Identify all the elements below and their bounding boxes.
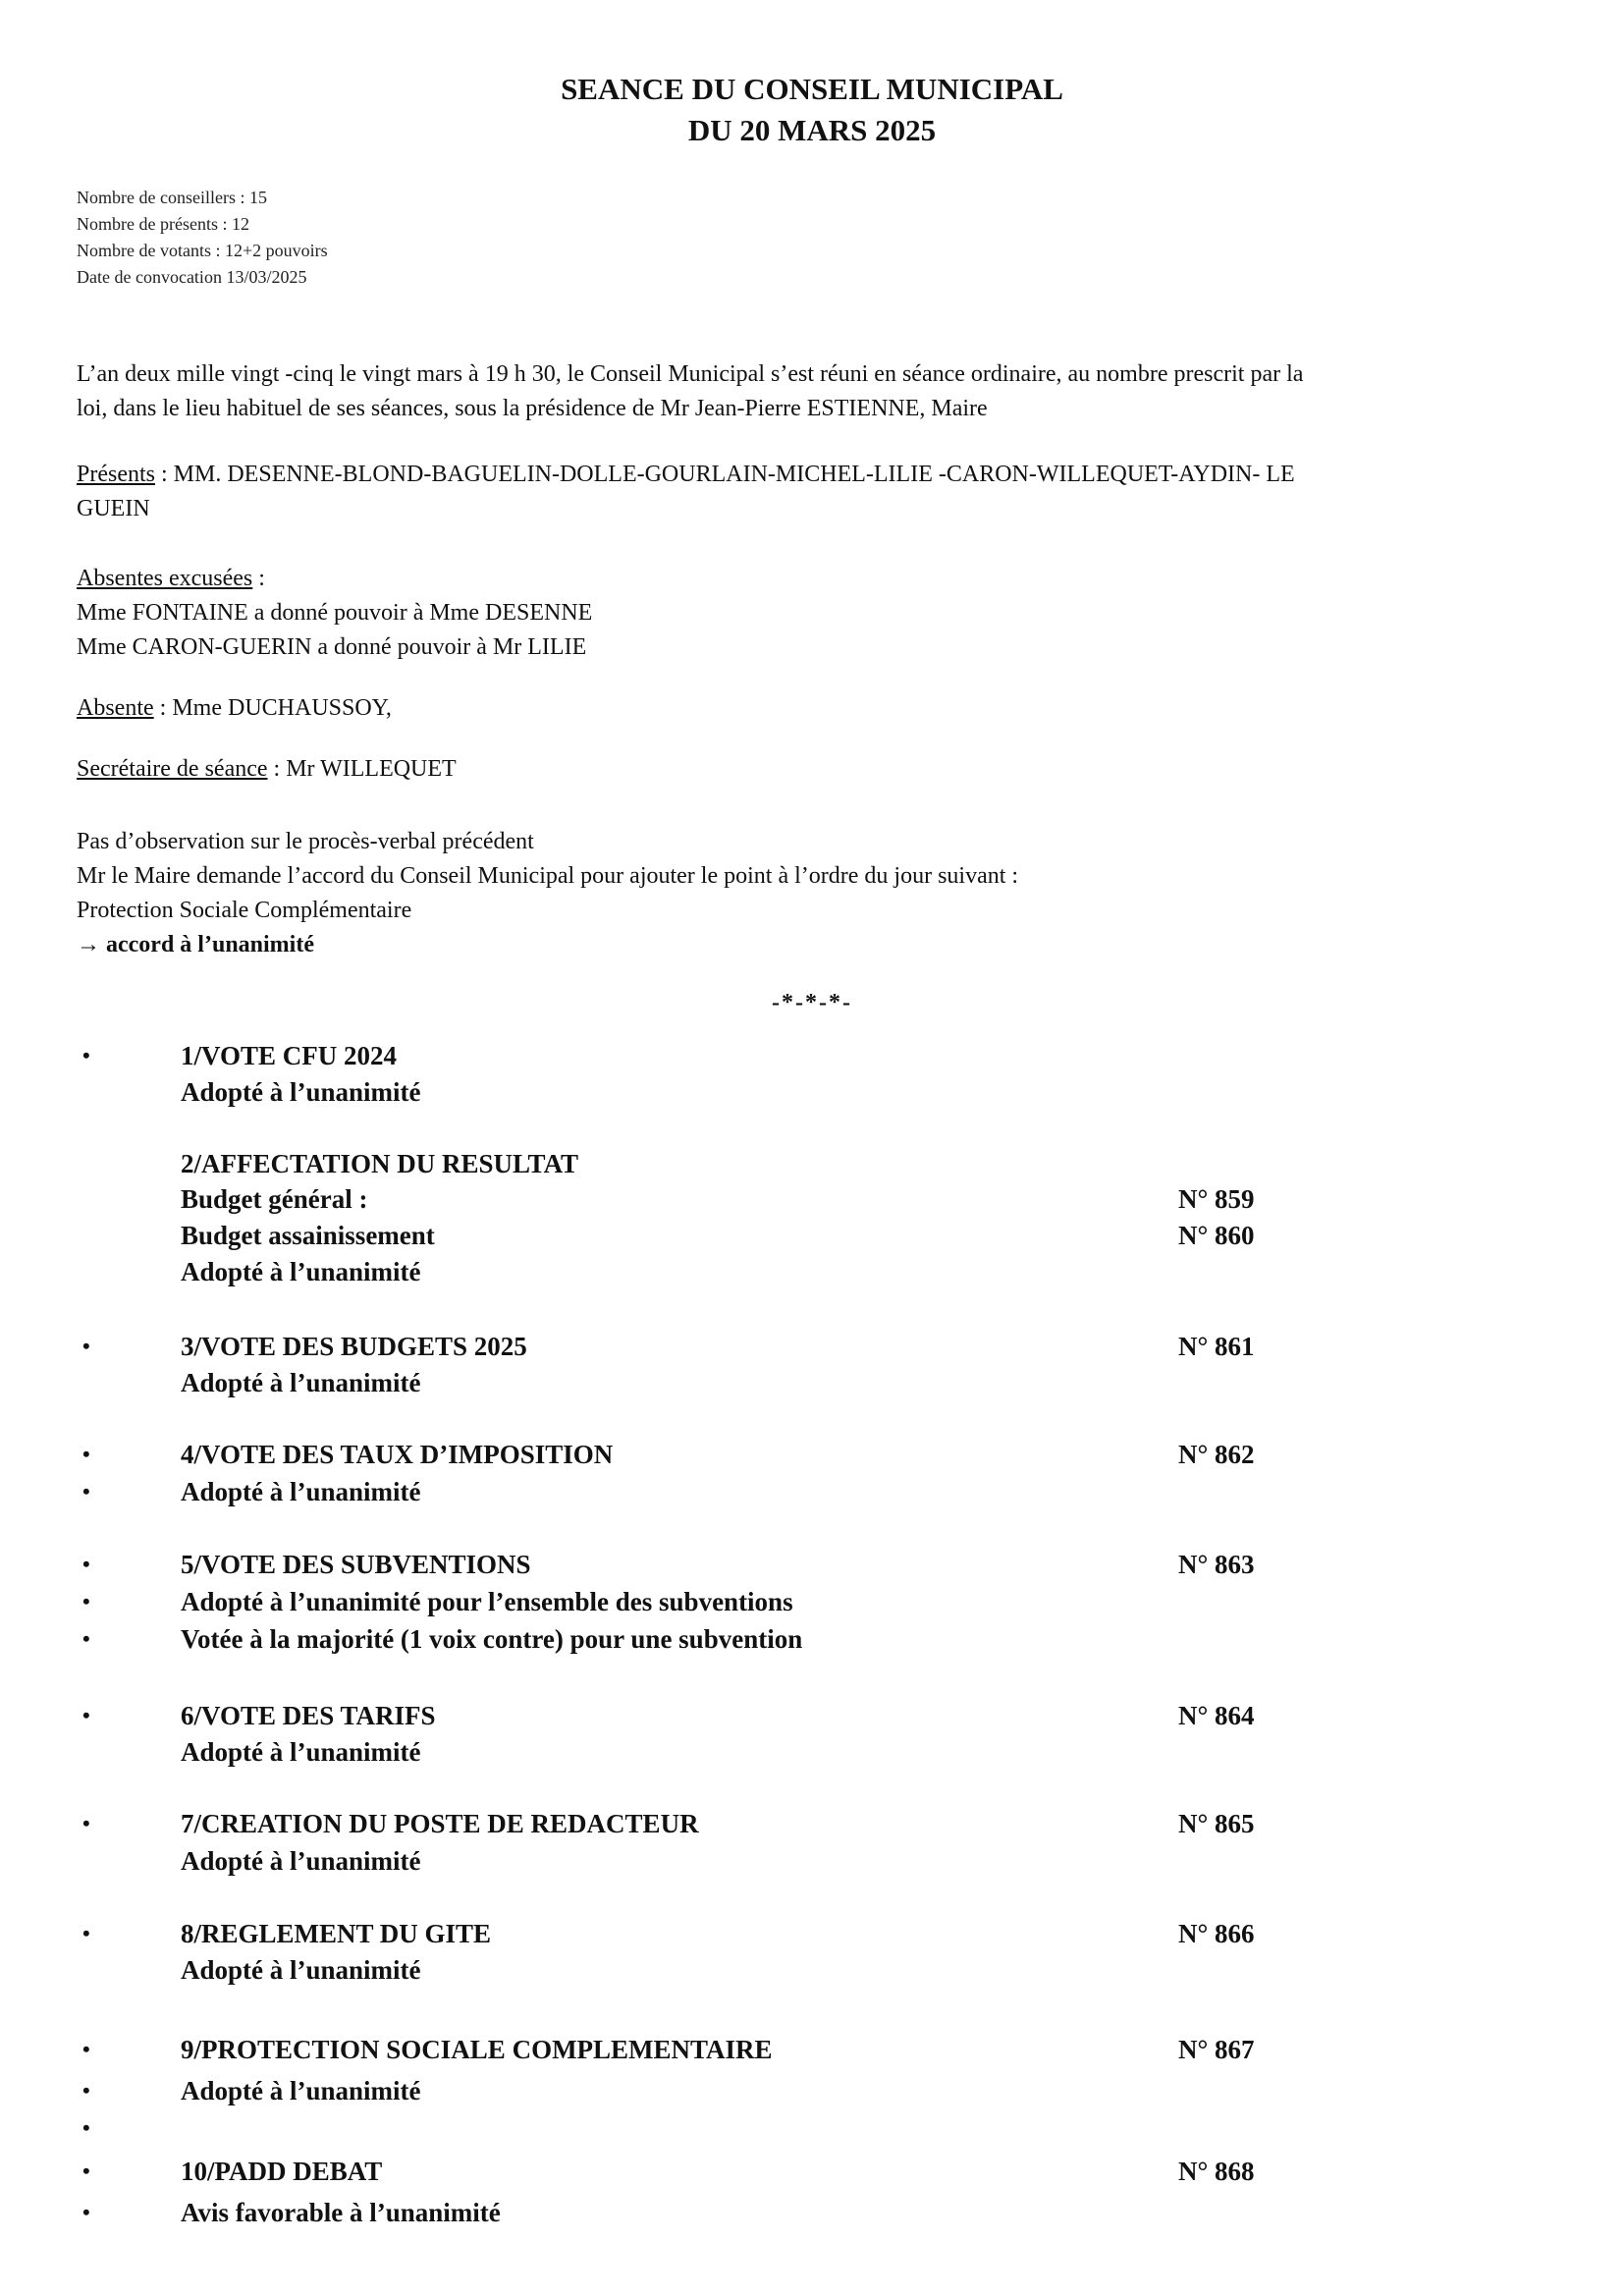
agenda-line: [0, 1364, 1624, 1401]
agenda-text: Adopté à l’unanimité: [181, 1955, 421, 1985]
deliberation-number: N° 864: [1178, 1701, 1255, 1730]
agenda-text: Adopté à l’unanimité: [181, 2076, 421, 2105]
stat-convocation: Date de convocation 13/03/2025: [77, 267, 307, 287]
observation-line: Mr le Maire demande l’accord du Conseil Municipal pour ajouter le point à l’ordre du jour suivant :: [77, 863, 1019, 889]
absente-section: [77, 691, 1569, 726]
agenda-line: [0, 2072, 1624, 2109]
secretaire-text: : Mr WILLEQUET: [267, 756, 457, 782]
presents-line: [77, 458, 1569, 492]
presents-names: : MM. DESENNE-BLOND-BAGUELIN-DOLLE-GOURLAIN-MICHEL-LILIE -CARON-WILLEQUET-AYDIN- LE: [155, 462, 1295, 487]
deliberation-number: N° 860: [1178, 1221, 1255, 1250]
agenda-line: [0, 1180, 1624, 1218]
deliberation-number: N° 866: [1178, 1919, 1255, 1948]
agenda-line: [0, 2031, 1624, 2068]
agenda-text: 10/PADD DEBAT: [181, 2157, 383, 2186]
presents-line: GUEIN: [77, 496, 150, 521]
agenda-line: [0, 1805, 1624, 1842]
agenda-text: Adopté à l’unanimité: [181, 1737, 421, 1767]
intro-line: L’an deux mille vingt -cinq le vingt mars à 19 h 30, le Conseil Municipal s’est réuni en séance ordinaire, au nombre prescrit par la: [77, 361, 1304, 387]
agenda-text: 2/AFFECTATION DU RESULTAT: [181, 1149, 579, 1178]
stat-conseillers: Nombre de conseillers : 15: [77, 188, 267, 207]
agenda-line: [0, 1037, 1624, 1074]
agenda-line: [0, 1473, 1624, 1510]
deliberation-number: N° 865: [1178, 1809, 1255, 1838]
agenda-text: Adopté à l’unanimité: [181, 1077, 421, 1107]
agenda-line: [0, 1546, 1624, 1583]
bullet-icon: •: [82, 2078, 90, 2103]
absente-label: Absente: [77, 695, 154, 721]
agenda-line: [0, 2153, 1624, 2190]
absentes-excusees-heading: [77, 562, 1569, 596]
agenda-text: 8/REGLEMENT DU GITE: [181, 1919, 492, 1948]
document-title-line1: SEANCE DU CONSEIL MUNICIPAL: [561, 72, 1063, 106]
agenda-line: [0, 1697, 1624, 1734]
observation-accord: → accord à l’unanimité: [77, 932, 314, 957]
agenda-line: [0, 1253, 1624, 1290]
intro-paragraph: [77, 357, 1569, 426]
bullet-icon: •: [82, 2115, 90, 2140]
absentes-excusees-section: [77, 562, 1569, 665]
absentes-excusees-colon: :: [252, 566, 265, 591]
agenda-line: [0, 1620, 1624, 1658]
deliberation-number: N° 862: [1178, 1440, 1255, 1469]
bullet-icon: •: [82, 1626, 90, 1651]
agenda-line: [0, 1073, 1624, 1111]
agenda-text: 5/VOTE DES SUBVENTIONS: [181, 1550, 531, 1579]
agenda-line: [0, 2109, 1624, 2147]
secretaire-label: Secrétaire de séance: [77, 756, 268, 782]
bullet-icon: •: [82, 1811, 90, 1835]
bullet-icon: •: [82, 1479, 90, 1503]
bullet-icon: •: [82, 2200, 90, 2224]
bullet-icon: •: [82, 1921, 90, 1945]
absente-line: [77, 691, 1569, 726]
absente-text: : Mme DUCHAUSSOY,: [153, 695, 392, 721]
agenda-text: Votée à la majorité (1 voix contre) pour une subvention: [181, 1624, 803, 1654]
attendance-stats: [77, 185, 328, 291]
stat-votants: Nombre de votants : 12+2 pouvoirs: [77, 241, 328, 260]
deliberation-number: N° 867: [1178, 2035, 1255, 2064]
agenda-line: [0, 1145, 1624, 1182]
agenda-line: [0, 1583, 1624, 1620]
agenda-text: Adopté à l’unanimité: [181, 1477, 421, 1506]
agenda-line: [0, 1842, 1624, 1880]
agenda-text: Avis favorable à l’unanimité: [181, 2198, 501, 2227]
agenda-text: 1/VOTE CFU 2024: [181, 1041, 397, 1070]
deliberation-number: N° 868: [1178, 2157, 1255, 2186]
agenda-line: [0, 1217, 1624, 1254]
document-title-line2: DU 20 MARS 2025: [687, 113, 937, 147]
bullet-icon: •: [82, 1334, 90, 1358]
bullet-icon: •: [82, 1552, 90, 1576]
agenda-line: [0, 2194, 1624, 2231]
pouvoir-line: Mme FONTAINE a donné pouvoir à Mme DESENNE: [77, 600, 593, 626]
deliberation-number: N° 863: [1178, 1550, 1255, 1579]
observation-line: Pas d’observation sur le procès-verbal précédent: [77, 829, 534, 854]
agenda-text: Budget général :: [181, 1184, 368, 1214]
agenda-text: 9/PROTECTION SOCIALE COMPLEMENTAIRE: [181, 2035, 773, 2064]
observation-line: Protection Sociale Complémentaire: [77, 898, 412, 923]
stat-presents: Nombre de présents : 12: [77, 214, 249, 234]
agenda-line: [0, 1951, 1624, 1989]
agenda-line: [0, 1915, 1624, 1952]
agenda-text: Adopté à l’unanimité pour l’ensemble des subventions: [181, 1587, 793, 1616]
deliberation-number: N° 861: [1178, 1332, 1255, 1361]
agenda-line: [0, 1328, 1624, 1365]
deliberation-number: N° 859: [1178, 1184, 1255, 1214]
presents-label: Présents: [77, 462, 155, 487]
absentes-excusees-label: Absentes excusées: [77, 566, 253, 591]
agenda-line: [0, 1733, 1624, 1771]
agenda-text: 6/VOTE DES TARIFS: [181, 1701, 436, 1730]
bullet-icon: •: [82, 2159, 90, 2183]
secretaire-section: [77, 752, 1569, 787]
bullet-icon: •: [82, 1589, 90, 1613]
presents-section: [77, 458, 1569, 526]
agenda-text: 7/CREATION DU POSTE DE REDACTEUR: [181, 1809, 699, 1838]
agenda-text: Adopté à l’unanimité: [181, 1257, 421, 1286]
intro-line: loi, dans le lieu habituel de ses séances, sous la présidence de Mr Jean-Pierre ESTIENNE, Maire: [77, 396, 988, 421]
agenda-text: Budget assainissement: [181, 1221, 435, 1250]
agenda-text: 3/VOTE DES BUDGETS 2025: [181, 1332, 527, 1361]
bullet-icon: •: [82, 1043, 90, 1067]
section-separator: -*-*-*-: [772, 990, 852, 1015]
pouvoir-line: Mme CARON-GUERIN a donné pouvoir à Mr LILIE: [77, 634, 587, 660]
secretaire-line: [77, 752, 1569, 787]
agenda-text: 4/VOTE DES TAUX D’IMPOSITION: [181, 1440, 614, 1469]
observations-section: [77, 825, 1569, 962]
bullet-icon: •: [82, 1442, 90, 1466]
bullet-icon: •: [82, 1703, 90, 1727]
agenda-text: Adopté à l’unanimité: [181, 1368, 421, 1397]
agenda-line: [0, 1436, 1624, 1473]
agenda-text: Adopté à l’unanimité: [181, 1846, 421, 1876]
bullet-icon: •: [82, 2037, 90, 2061]
